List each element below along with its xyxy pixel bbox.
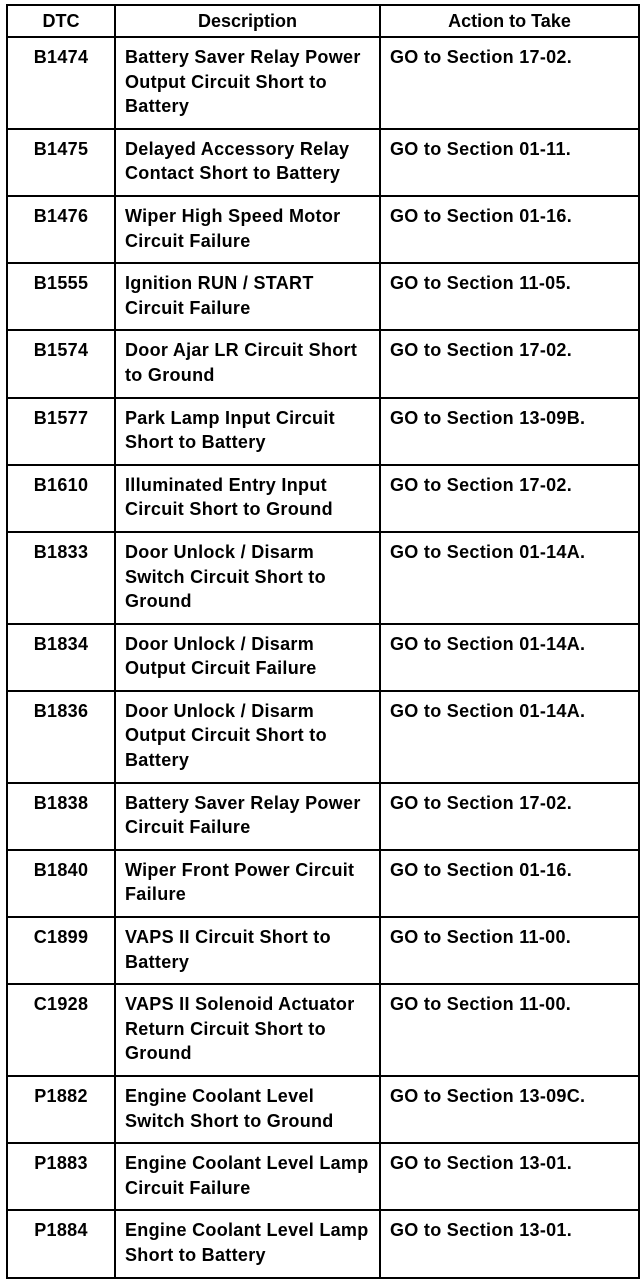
action-cell: GO to Section 01-14A.	[380, 624, 639, 691]
action-cell: GO to Section 01-16.	[380, 850, 639, 917]
dtc-code-cell: B1834	[7, 624, 115, 691]
dtc-code-cell: B1838	[7, 783, 115, 850]
description-cell: Wiper High Speed Motor Circuit Failure	[115, 196, 380, 263]
dtc-code-cell: B1836	[7, 691, 115, 783]
action-cell: GO to Section 13-09C.	[380, 1076, 639, 1143]
header-description: Description	[115, 5, 380, 37]
table-header	[7, 5, 639, 37]
header-dtc: DTC	[7, 5, 115, 37]
dtc-code-cell: P1882	[7, 1076, 115, 1143]
description-cell: Door Unlock / Disarm Output Circuit Failure	[115, 624, 380, 691]
dtc-code-cell: B1555	[7, 263, 115, 330]
description-cell: Ignition RUN / START Circuit Failure	[115, 263, 380, 330]
table-row	[7, 1076, 639, 1143]
dtc-code-cell: B1577	[7, 398, 115, 465]
action-cell: GO to Section 01-11.	[380, 129, 639, 196]
table-row	[7, 917, 639, 984]
description-cell: Battery Saver Relay Power Output Circuit Short to Battery	[115, 37, 380, 129]
action-cell: GO to Section 01-14A.	[380, 691, 639, 783]
table-row	[7, 330, 639, 397]
action-cell: GO to Section 17-02.	[380, 330, 639, 397]
action-cell: GO to Section 17-02.	[380, 783, 639, 850]
description-cell: Engine Coolant Level Switch Short to Ground	[115, 1076, 380, 1143]
table-row	[7, 196, 639, 263]
dtc-code-cell: C1899	[7, 917, 115, 984]
table-row	[7, 263, 639, 330]
header-row	[7, 5, 639, 37]
table-row	[7, 624, 639, 691]
description-cell: Door Ajar LR Circuit Short to Ground	[115, 330, 380, 397]
table-row	[7, 691, 639, 783]
action-cell: GO to Section 01-14A.	[380, 532, 639, 624]
table-row	[7, 37, 639, 129]
description-cell: Wiper Front Power Circuit Failure	[115, 850, 380, 917]
action-cell: GO to Section 17-02.	[380, 465, 639, 532]
table-row	[7, 984, 639, 1076]
dtc-code-cell: P1883	[7, 1143, 115, 1210]
action-cell: GO to Section 13-09B.	[380, 398, 639, 465]
table-row	[7, 398, 639, 465]
description-cell: VAPS II Circuit Short to Battery	[115, 917, 380, 984]
description-cell: Delayed Accessory Relay Contact Short to Battery	[115, 129, 380, 196]
action-cell: GO to Section 17-02.	[380, 37, 639, 129]
description-cell: VAPS II Solenoid Actuator Return Circuit Short to Ground	[115, 984, 380, 1076]
table-body	[7, 37, 639, 1278]
description-cell: Engine Coolant Level Lamp Circuit Failure	[115, 1143, 380, 1210]
dtc-code-cell: B1840	[7, 850, 115, 917]
description-cell: Illuminated Entry Input Circuit Short to Ground	[115, 465, 380, 532]
dtc-code-cell: B1474	[7, 37, 115, 129]
dtc-code-cell: B1476	[7, 196, 115, 263]
dtc-code-cell: B1610	[7, 465, 115, 532]
dtc-code-cell: B1574	[7, 330, 115, 397]
table-row	[7, 783, 639, 850]
description-cell: Door Unlock / Disarm Output Circuit Short to Battery	[115, 691, 380, 783]
table-row	[7, 1210, 639, 1277]
action-cell: GO to Section 13-01.	[380, 1210, 639, 1277]
dtc-code-cell: B1833	[7, 532, 115, 624]
table-row	[7, 465, 639, 532]
action-cell: GO to Section 11-00.	[380, 984, 639, 1076]
header-action: Action to Take	[380, 5, 639, 37]
table-row	[7, 850, 639, 917]
description-cell: Park Lamp Input Circuit Short to Battery	[115, 398, 380, 465]
dtc-table	[6, 4, 640, 1279]
action-cell: GO to Section 11-00.	[380, 917, 639, 984]
table-row	[7, 1143, 639, 1210]
action-cell: GO to Section 11-05.	[380, 263, 639, 330]
table-row	[7, 129, 639, 196]
description-cell: Door Unlock / Disarm Switch Circuit Short to Ground	[115, 532, 380, 624]
action-cell: GO to Section 01-16.	[380, 196, 639, 263]
action-cell: GO to Section 13-01.	[380, 1143, 639, 1210]
dtc-code-cell: B1475	[7, 129, 115, 196]
dtc-code-cell: P1884	[7, 1210, 115, 1277]
table-row	[7, 532, 639, 624]
dtc-code-cell: C1928	[7, 984, 115, 1076]
description-cell: Engine Coolant Level Lamp Short to Battery	[115, 1210, 380, 1277]
description-cell: Battery Saver Relay Power Circuit Failure	[115, 783, 380, 850]
